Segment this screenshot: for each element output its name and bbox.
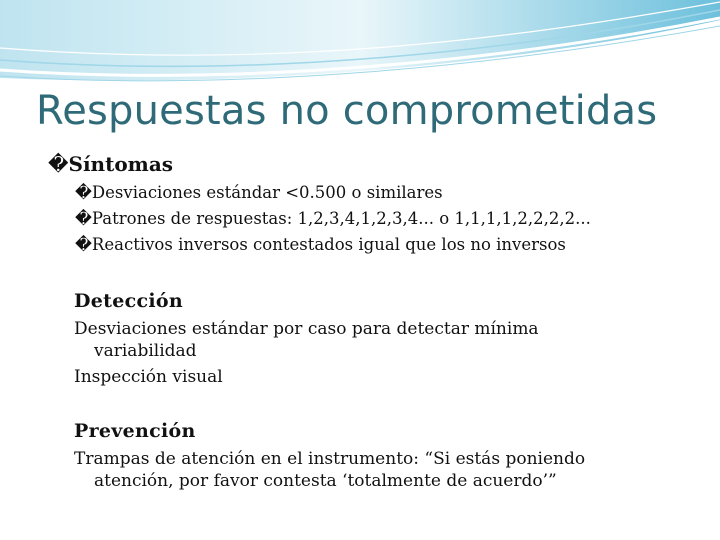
detection-section [74, 290, 539, 388]
list-item-text: Patrones de respuestas: 1,2,3,4,1,2,3,4... o 1,1,1,1,2,2,2,2... [91, 209, 591, 228]
symptoms-list [75, 180, 591, 258]
list-item-text: Desviaciones estándar <0.500 o similares [91, 183, 443, 202]
list-item [75, 206, 591, 232]
symptoms-heading [48, 152, 173, 176]
bullet-icon: � [48, 152, 69, 176]
prevention-line: Trampas de atención en el instrumento: “Si estás poniendo [74, 449, 586, 469]
detection-title: Detección [74, 290, 183, 312]
bullet-icon: � [75, 183, 92, 202]
list-item-text: Reactivos inversos contestados igual que los no inversos [91, 235, 566, 254]
slide-title: Respuestas no comprometidas [36, 88, 658, 134]
list-item [75, 180, 591, 206]
detection-line-continuation: variabilidad [94, 341, 197, 361]
symptoms-heading-label: Síntomas [68, 152, 174, 176]
bullet-icon: � [75, 209, 92, 228]
detection-line: Inspección visual [74, 367, 223, 387]
detection-line: Desviaciones estándar por caso para detectar mínima [74, 319, 539, 339]
header-wave-decoration [0, 0, 720, 90]
list-item [75, 232, 591, 258]
prevention-section [74, 420, 585, 492]
prevention-line-continuation: atención, por favor contesta ‘totalmente de acuerdo’” [94, 471, 557, 491]
bullet-icon: � [75, 235, 92, 254]
prevention-title: Prevención [74, 420, 196, 442]
